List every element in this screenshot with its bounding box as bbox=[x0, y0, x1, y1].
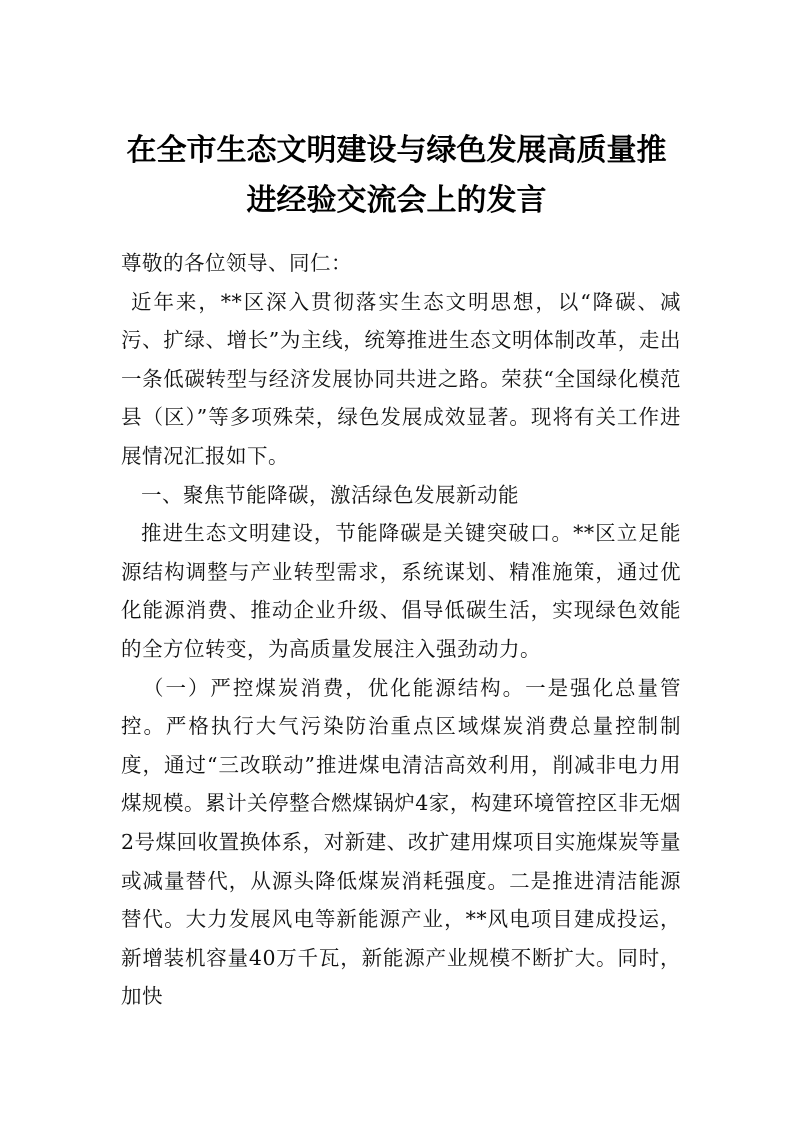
document-title-line-2: 进经验交流会上的发言 bbox=[246, 183, 547, 218]
paragraph-section-1-intro: 推进生态文明建设，节能降碳是关键突破口。**区立足能源结构调整与产业转型需求，系统谋划、精准施策，通过优化能源消费、推动企业升级、倡导低碳生活，实现绿色效能的全方位转变，为高质量发展注入强劲动力。 bbox=[121, 521, 681, 661]
paragraph-subsection-1: （一）严控煤炭消费，优化能源结构。一是强化总量管控。严格执行大气污染防治重点区域煤炭消费总量控制制度，通过“三改联动”推进煤电清洁高效利用，削减非电力用煤规模。累计关停整合燃煤锅炉4家，构建环境管控区非无烟2号煤回收置换体系，对新建、改扩建用煤项目实施煤炭等量或减量替代，从源头降低煤炭消耗强度。二是推进清洁能源替代。大力发展风电等新能源产业，**风电项目建成投运，新增装机容量40万千瓦，新能源产业规模不断扩大。同时，加快 bbox=[121, 675, 681, 1009]
section-heading-1: 一、聚焦节能降碳，激活绿色发展新动能 bbox=[141, 482, 519, 507]
salutation: 尊敬的各位领导、同仁： bbox=[121, 251, 352, 275]
document-body bbox=[121, 244, 681, 1016]
document-title-line-1: 在全市生态文明建设与绿色发展高质量推 bbox=[126, 133, 667, 168]
paragraph-intro: 近年来，**区深入贯彻落实生态文明思想，以“降碳、减污、扩绿、增长”为主线，统筹推进生态文明体制改革，走出一条低碳转型与经济发展协同共进之路。荣获“全国绿化模范县（区）”等多项殊荣，绿色发展成效显著。现将有关工作进展情况汇报如下。 bbox=[121, 289, 681, 468]
